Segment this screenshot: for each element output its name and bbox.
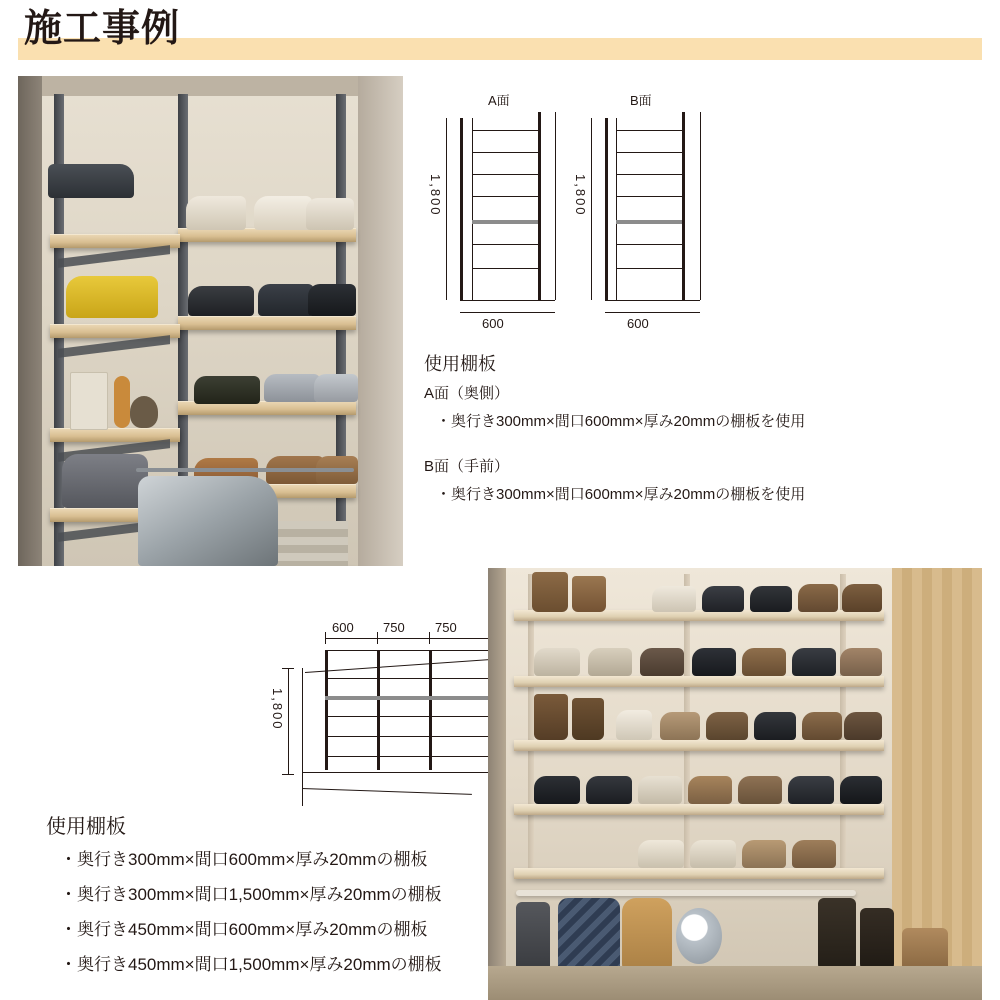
photo2-shoe: [702, 586, 744, 612]
face-a-shelf: [472, 268, 538, 269]
bottom-shelf: [325, 678, 495, 679]
photo1-jacket: [138, 476, 278, 566]
face-b-height-dim-line: [591, 118, 592, 300]
photo1-shoe: [314, 374, 358, 402]
face-b-shelf: [616, 268, 682, 269]
bottom-base-line: [302, 772, 495, 773]
photo2-shoe: [840, 648, 882, 676]
photo2-shelf: [514, 868, 884, 879]
photo2-shoe: [842, 584, 882, 612]
top-spec-group-a-title: A面（奥側）: [424, 385, 510, 402]
photo2-shelf: [514, 740, 884, 751]
photo2-shoe: [586, 776, 632, 804]
photo2-hanging-bag: [622, 898, 672, 974]
face-b-left-post: [605, 118, 608, 300]
face-b-shelf-highlight: [616, 220, 682, 224]
photo2-boot: [532, 572, 568, 612]
bottom-post-3: [429, 650, 432, 770]
photo1-ornament: [130, 396, 158, 428]
photo2-boot: [572, 698, 604, 740]
face-b-shelf: [616, 244, 682, 245]
photo1-shoe: [66, 276, 158, 318]
bottom-spec-item: ・奥行き450mm×間口1,500mm×厚み20mmの棚板: [60, 955, 442, 974]
face-a-left-post-inner: [472, 118, 473, 300]
face-b-right-post: [682, 112, 685, 300]
bottom-spec-item: ・奥行き450mm×間口600mm×厚み20mmの棚板: [60, 920, 428, 939]
face-a-shelf: [472, 152, 538, 153]
face-b-base-line: [605, 300, 700, 301]
photo1-shoe: [194, 376, 260, 404]
bottom-height-dim-line: [288, 668, 289, 774]
photo2-shoe: [534, 776, 580, 804]
face-a-shelf: [472, 130, 538, 131]
top-spec-group-a-item: ・奥行き300mm×間口600mm×厚み20mmの棚板を使用: [436, 413, 806, 430]
installation-photo-shoe-closet: [488, 568, 982, 1000]
photo1-shoe: [48, 164, 134, 198]
bottom-perspective-edge: [305, 659, 495, 673]
face-a-height-dim: 1,800: [428, 174, 443, 217]
face-b-width-dim-line: [605, 312, 700, 313]
photo2-shoe: [742, 648, 786, 676]
face-b-height-dim: 1,800: [573, 174, 588, 217]
installation-photo-shoe-rack: [18, 76, 403, 566]
face-b-shelf: [616, 174, 682, 175]
bottom-front-edge: [302, 668, 303, 806]
bottom-dim-tick: [325, 632, 326, 644]
diagram-label-face-b: B面: [630, 93, 652, 108]
diagram-label-face-a: A面: [488, 93, 510, 108]
photo2-shoe: [690, 840, 736, 868]
face-a-shelf: [472, 196, 538, 197]
face-a-shelf: [472, 244, 538, 245]
bottom-shelf: [325, 756, 495, 757]
top-spec-group-b-item: ・奥行き300mm×間口600mm×厚み20mmの棚板を使用: [436, 486, 806, 503]
page-title: 施工事例: [24, 8, 181, 50]
face-a-left-post: [460, 118, 463, 300]
bottom-width-dim-1: 600: [332, 620, 354, 635]
face-b-shelf: [616, 196, 682, 197]
photo1-shoe: [254, 196, 312, 230]
photo2-shoe: [792, 648, 836, 676]
elevation-diagram-bottom: [270, 620, 480, 810]
bottom-shelf: [325, 736, 495, 737]
photo2-shoe: [840, 776, 882, 804]
face-b-shelf: [616, 152, 682, 153]
bottom-height-tick: [282, 668, 294, 669]
bottom-shelf: [325, 716, 495, 717]
top-spec-group-b-title: B面（手前）: [424, 458, 510, 475]
photo2-shoe: [640, 648, 684, 676]
elevation-diagram-top: [420, 90, 720, 331]
photo2-shoe: [652, 586, 696, 612]
top-spec-heading: 使用棚板: [424, 354, 496, 374]
bottom-post-2: [377, 650, 380, 770]
bottom-width-dim-2: 750: [383, 620, 405, 635]
photo1-frame: [70, 372, 108, 430]
photo2-tall-boot: [818, 898, 856, 974]
face-a-right-edge: [555, 112, 556, 300]
photo1-shoe: [186, 196, 246, 230]
face-b-left-post-inner: [616, 118, 617, 300]
face-a-width-dim-line: [460, 312, 555, 313]
photo1-shoe: [306, 198, 354, 230]
face-a-base-line: [460, 300, 555, 301]
photo2-shoe: [660, 712, 700, 740]
bottom-spec-item: ・奥行き300mm×間口600mm×厚み20mmの棚板: [60, 850, 428, 869]
photo2-shoe: [742, 840, 786, 868]
photo2-boot: [572, 576, 606, 612]
photo2-shoe: [792, 840, 836, 868]
photo2-shoe: [798, 584, 838, 612]
photo2-shoe: [738, 776, 782, 804]
bottom-shelf-highlight: [325, 696, 495, 700]
bottom-width-dim-3: 750: [435, 620, 457, 635]
photo2-hanging-net-bag: [676, 908, 722, 964]
photo1-hanging-rod: [136, 468, 354, 472]
photo2-tall-boot: [860, 908, 894, 974]
photo2-shoe: [692, 648, 736, 676]
photo2-shoe: [616, 710, 652, 740]
photo2-shoe: [534, 648, 580, 676]
bottom-spec-item: ・奥行き300mm×間口1,500mm×厚み20mmの棚板: [60, 885, 442, 904]
photo2-floor: [488, 966, 982, 1000]
bottom-height-dim: 1,800: [270, 688, 285, 731]
photo1-shoe: [308, 284, 356, 316]
photo1-shoe: [188, 286, 254, 316]
face-b-width-dim: 600: [627, 316, 649, 331]
bottom-floor-line: [302, 788, 472, 795]
photo2-shelf: [514, 676, 884, 687]
photo2-shoe: [638, 776, 682, 804]
photo1-boot: [62, 454, 148, 508]
photo2-shoe: [688, 776, 732, 804]
photo2-boot: [534, 694, 568, 740]
photo2-shelf: [514, 804, 884, 815]
bottom-height-tick: [282, 774, 294, 775]
photo1-left-wall: [18, 76, 42, 566]
face-a-shelf-highlight: [472, 220, 538, 224]
photo2-shoe: [750, 586, 792, 612]
photo2-shoe: [788, 776, 834, 804]
photo1-shoe: [258, 284, 314, 316]
photo2-shoe: [588, 648, 632, 676]
photo2-left-frame: [488, 568, 506, 1000]
photo2-hanging-rod: [516, 890, 856, 896]
photo1-shoe: [264, 374, 320, 402]
photo1-ceiling: [42, 76, 358, 96]
photo1-right-wall: [358, 76, 403, 566]
face-b-right-edge: [700, 112, 701, 300]
face-b-shelf: [616, 130, 682, 131]
bottom-width-dim-line: [325, 638, 495, 639]
photo2-shoe: [844, 712, 882, 740]
photo2-shoe: [802, 712, 842, 740]
photo2-shoe: [754, 712, 796, 740]
face-a-width-dim: 600: [482, 316, 504, 331]
bottom-dim-tick: [429, 632, 430, 644]
bottom-top-edge: [325, 650, 495, 651]
photo2-shoe: [706, 712, 748, 740]
face-a-shelf: [472, 174, 538, 175]
face-a-height-dim-line: [446, 118, 447, 300]
photo1-shelf: [178, 316, 356, 330]
photo1-ornament: [114, 376, 130, 428]
bottom-dim-tick: [377, 632, 378, 644]
photo1-shelf: [178, 228, 356, 242]
photo2-shoe: [638, 840, 684, 868]
bottom-post-1: [325, 650, 328, 770]
face-a-right-post: [538, 112, 541, 300]
page-header: [0, 0, 1000, 66]
bottom-spec-heading: 使用棚板: [46, 816, 126, 838]
